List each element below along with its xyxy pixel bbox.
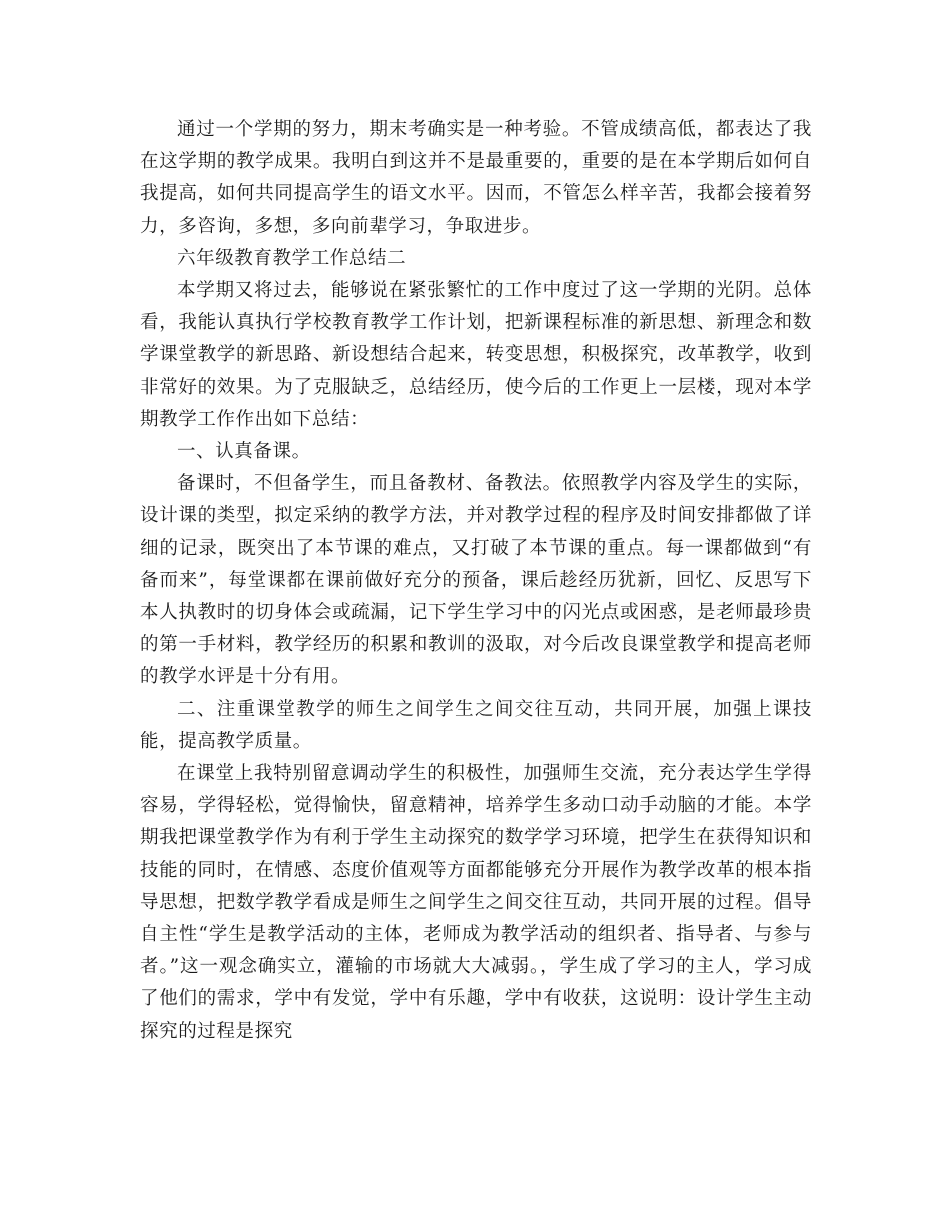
paragraph-classroom: 在课堂上我特别留意调动学生的积极性，加强师生交流，充分表达学生学得容易，学得轻松，觉得愉快，留意精神，培养学生多动口动手动脑的才能。本学期我把课堂教学作为有利于学生主动探究的数学学习环境，把学生在获得知识和技能的同时，在情感、态度价值观等方面都能够充分开展作为教学改革的根本指导思想，把数学教学看成是师生之间学生之间交往互动，共同开展的过程。倡导自主性“学生是教学活动的主体，老师成为教学活动的组织者、指导者、与参与者。”这一观念确实立，灌输的市场就大大减弱。，学生成了学习的主人，学习成了他们的需求，学中有发觉，学中有乐趣，学中有收获，这说明：设计学生主动探究的过程是探究 [140, 763, 812, 1042]
paragraph-preparation: 备课时，不但备学生，而且备教材、备教法。依照教学内容及学生的实际，设计课的类型，拟定采纳的教学方法，并对教学过程的程序及时间安排都做了详细的记录，既突出了本节课的难点，又打破了本节课的重点。每一课都做到“有备而来”，每堂课都在课前做好充分的预备，课后趁经历犹新，回忆、反思写下本人执教时的切身体会或疏漏，记下学生学习中的闪光点或困惑，是老师最珍贵的第一手材料，教学经历的积累和教训的汲取，对今后改良课堂教学和提高老师的教学水评是十分有用。 [140, 473, 812, 688]
section-title: 六年级教育教学工作总结二 [177, 247, 407, 269]
subheading-preparation: 一、认真备课。 [177, 441, 311, 463]
paragraph-overview: 本学期又将过去，能够说在紧张繁忙的工作中度过了这一学期的光阴。总体看，我能认真执行学校教育教学工作计划，把新课程标准的新思想、新理念和数学课堂教学的新思路、新设想结合起来，转变思想，积极探究，改革教学，收到非常好的效果。为了克服缺乏，总结经历，使今后的工作更上一层楼，现对本学期教学工作作出如下总结： [140, 280, 812, 430]
subheading-classroom: 二、注重课堂教学的师生之间学生之间交往互动，共同开展，加强上课技能，提高教学质量。 [140, 698, 812, 752]
document-page [140, 114, 812, 1048]
paragraph-intro: 通过一个学期的努力，期末考确实是一种考验。不管成绩高低，都表达了我在这学期的教学成果。我明白到这并不是最重要的，重要的是在本学期后如何自我提高，如何共同提高学生的语文水平。因而，不管怎么样辛苦，我都会接着努力，多咨询，多想，多向前辈学习，争取进步。 [140, 119, 812, 237]
